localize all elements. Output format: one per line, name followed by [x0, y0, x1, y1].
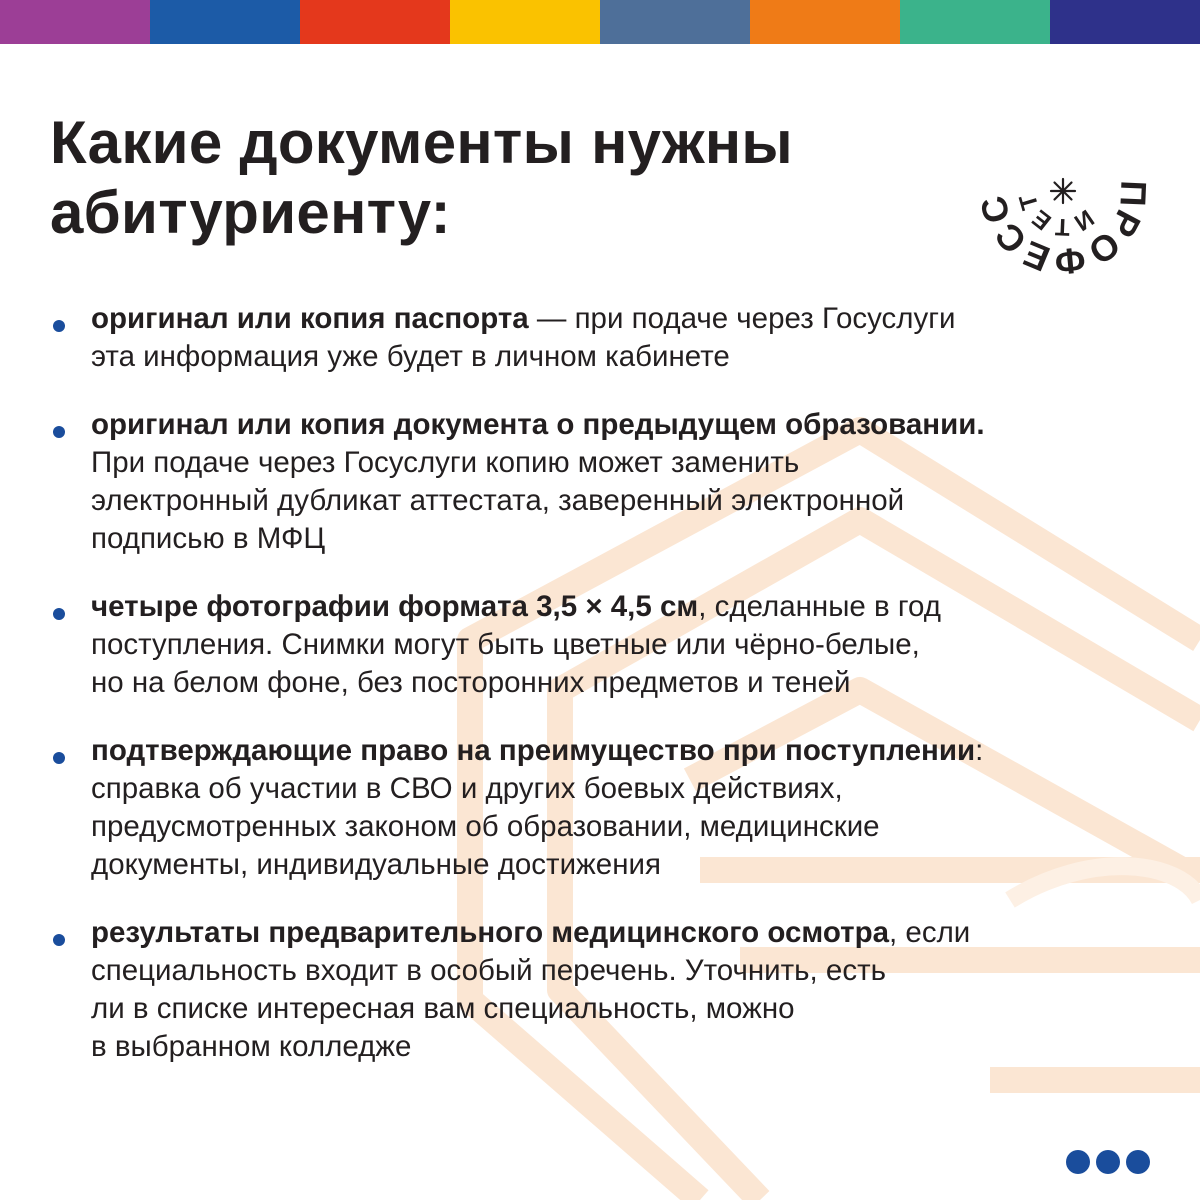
color-stripe-5 [600, 0, 750, 44]
color-stripe-7 [900, 0, 1050, 44]
bullet-icon [53, 934, 65, 946]
document-item-text: подписью в МФЦ [91, 522, 326, 555]
document-item [50, 588, 1160, 702]
asterisk-icon [1051, 179, 1075, 203]
title-line-1: Какие документы нужны [50, 109, 793, 176]
document-item-text: , если [889, 916, 971, 949]
bullet-icon [53, 752, 65, 764]
document-item-line [91, 444, 1160, 482]
color-stripe-bar [0, 0, 1200, 44]
document-item-text: электронный дубликат аттестата, заверенный электронной [91, 484, 905, 517]
document-item-line [91, 406, 1160, 444]
color-stripe-6 [750, 0, 900, 44]
color-stripe-3 [300, 0, 450, 44]
document-item-text: предусмотренных законом об образовании, медицинские [91, 810, 880, 843]
document-item-text: , сделанные в год [698, 590, 941, 623]
document-item-line [91, 808, 1160, 846]
document-item-text: справка об участии в СВО и других боевых действиях, [91, 772, 843, 805]
color-stripe-4 [450, 0, 600, 44]
document-item-text: ли в списке интересная вам специальность, можно [91, 992, 795, 1025]
document-item-text: эта информация уже будет в личном кабинете [91, 340, 730, 373]
document-item-line [91, 482, 1160, 520]
document-item-text: : [975, 734, 984, 767]
document-item-text: в выбранном колледже [91, 1030, 412, 1063]
logo-inner-text: ИТЕТ [1013, 189, 1099, 241]
document-item-line [91, 520, 1160, 558]
document-item-line [91, 732, 1160, 770]
bullet-icon [53, 608, 65, 620]
document-item-line [91, 952, 1160, 990]
document-item [50, 732, 1160, 884]
document-item-text: — при подаче через Госуслуги [528, 302, 956, 335]
document-item-bold-text: результаты предварительного медицинского осмотра [91, 916, 890, 949]
document-item [50, 300, 1160, 376]
document-item-line [91, 846, 1160, 884]
document-item-bold-text: подтверждающие право на преимущество при поступлении [91, 734, 976, 767]
document-item-line [91, 338, 1160, 376]
document-item-line [91, 990, 1160, 1028]
pagination-dots [1066, 1150, 1150, 1174]
pagination-dot[interactable] [1096, 1150, 1120, 1174]
document-item [50, 406, 1160, 558]
document-item-text: При подаче через Госуслуги копию может заменить [91, 446, 800, 479]
documents-list [50, 300, 1160, 1096]
document-item-text: специальность входит в особый перечень. Уточнить, есть [91, 954, 886, 987]
page-title [50, 108, 910, 247]
logo-svg [968, 96, 1158, 286]
document-item-line [91, 914, 1160, 952]
document-item-line [91, 626, 1160, 664]
bullet-icon [53, 320, 65, 332]
document-item-line [91, 1028, 1160, 1066]
document-item-bold-text: оригинал или копия паспорта [91, 302, 529, 335]
document-item-text: поступления. Снимки могут быть цветные или чёрно-белые, [91, 628, 920, 661]
document-item-bold-text: четыре фотографии формата 3,5 × 4,5 см [91, 590, 699, 623]
document-item-bold-text: оригинал или копия документа о предыдущем образовании. [91, 408, 985, 441]
document-item [50, 914, 1160, 1066]
document-item-text: но на белом фоне, без посторонних предметов и теней [91, 666, 851, 699]
bullet-icon [53, 426, 65, 438]
title-line-2: абитуриенту: [50, 178, 451, 246]
document-item-text: документы, индивидуальные достижения [91, 848, 661, 881]
logo-outer-text: ПРОФЕСС [971, 179, 1155, 284]
professionalitet-logo [968, 96, 1158, 286]
pagination-dot[interactable] [1066, 1150, 1090, 1174]
pagination-dot[interactable] [1126, 1150, 1150, 1174]
document-item-line [91, 770, 1160, 808]
document-item-line [91, 664, 1160, 702]
document-item-line [91, 300, 1160, 338]
color-stripe-8 [1050, 0, 1200, 44]
document-item-line [91, 588, 1160, 626]
color-stripe-1 [0, 0, 150, 44]
color-stripe-2 [150, 0, 300, 44]
